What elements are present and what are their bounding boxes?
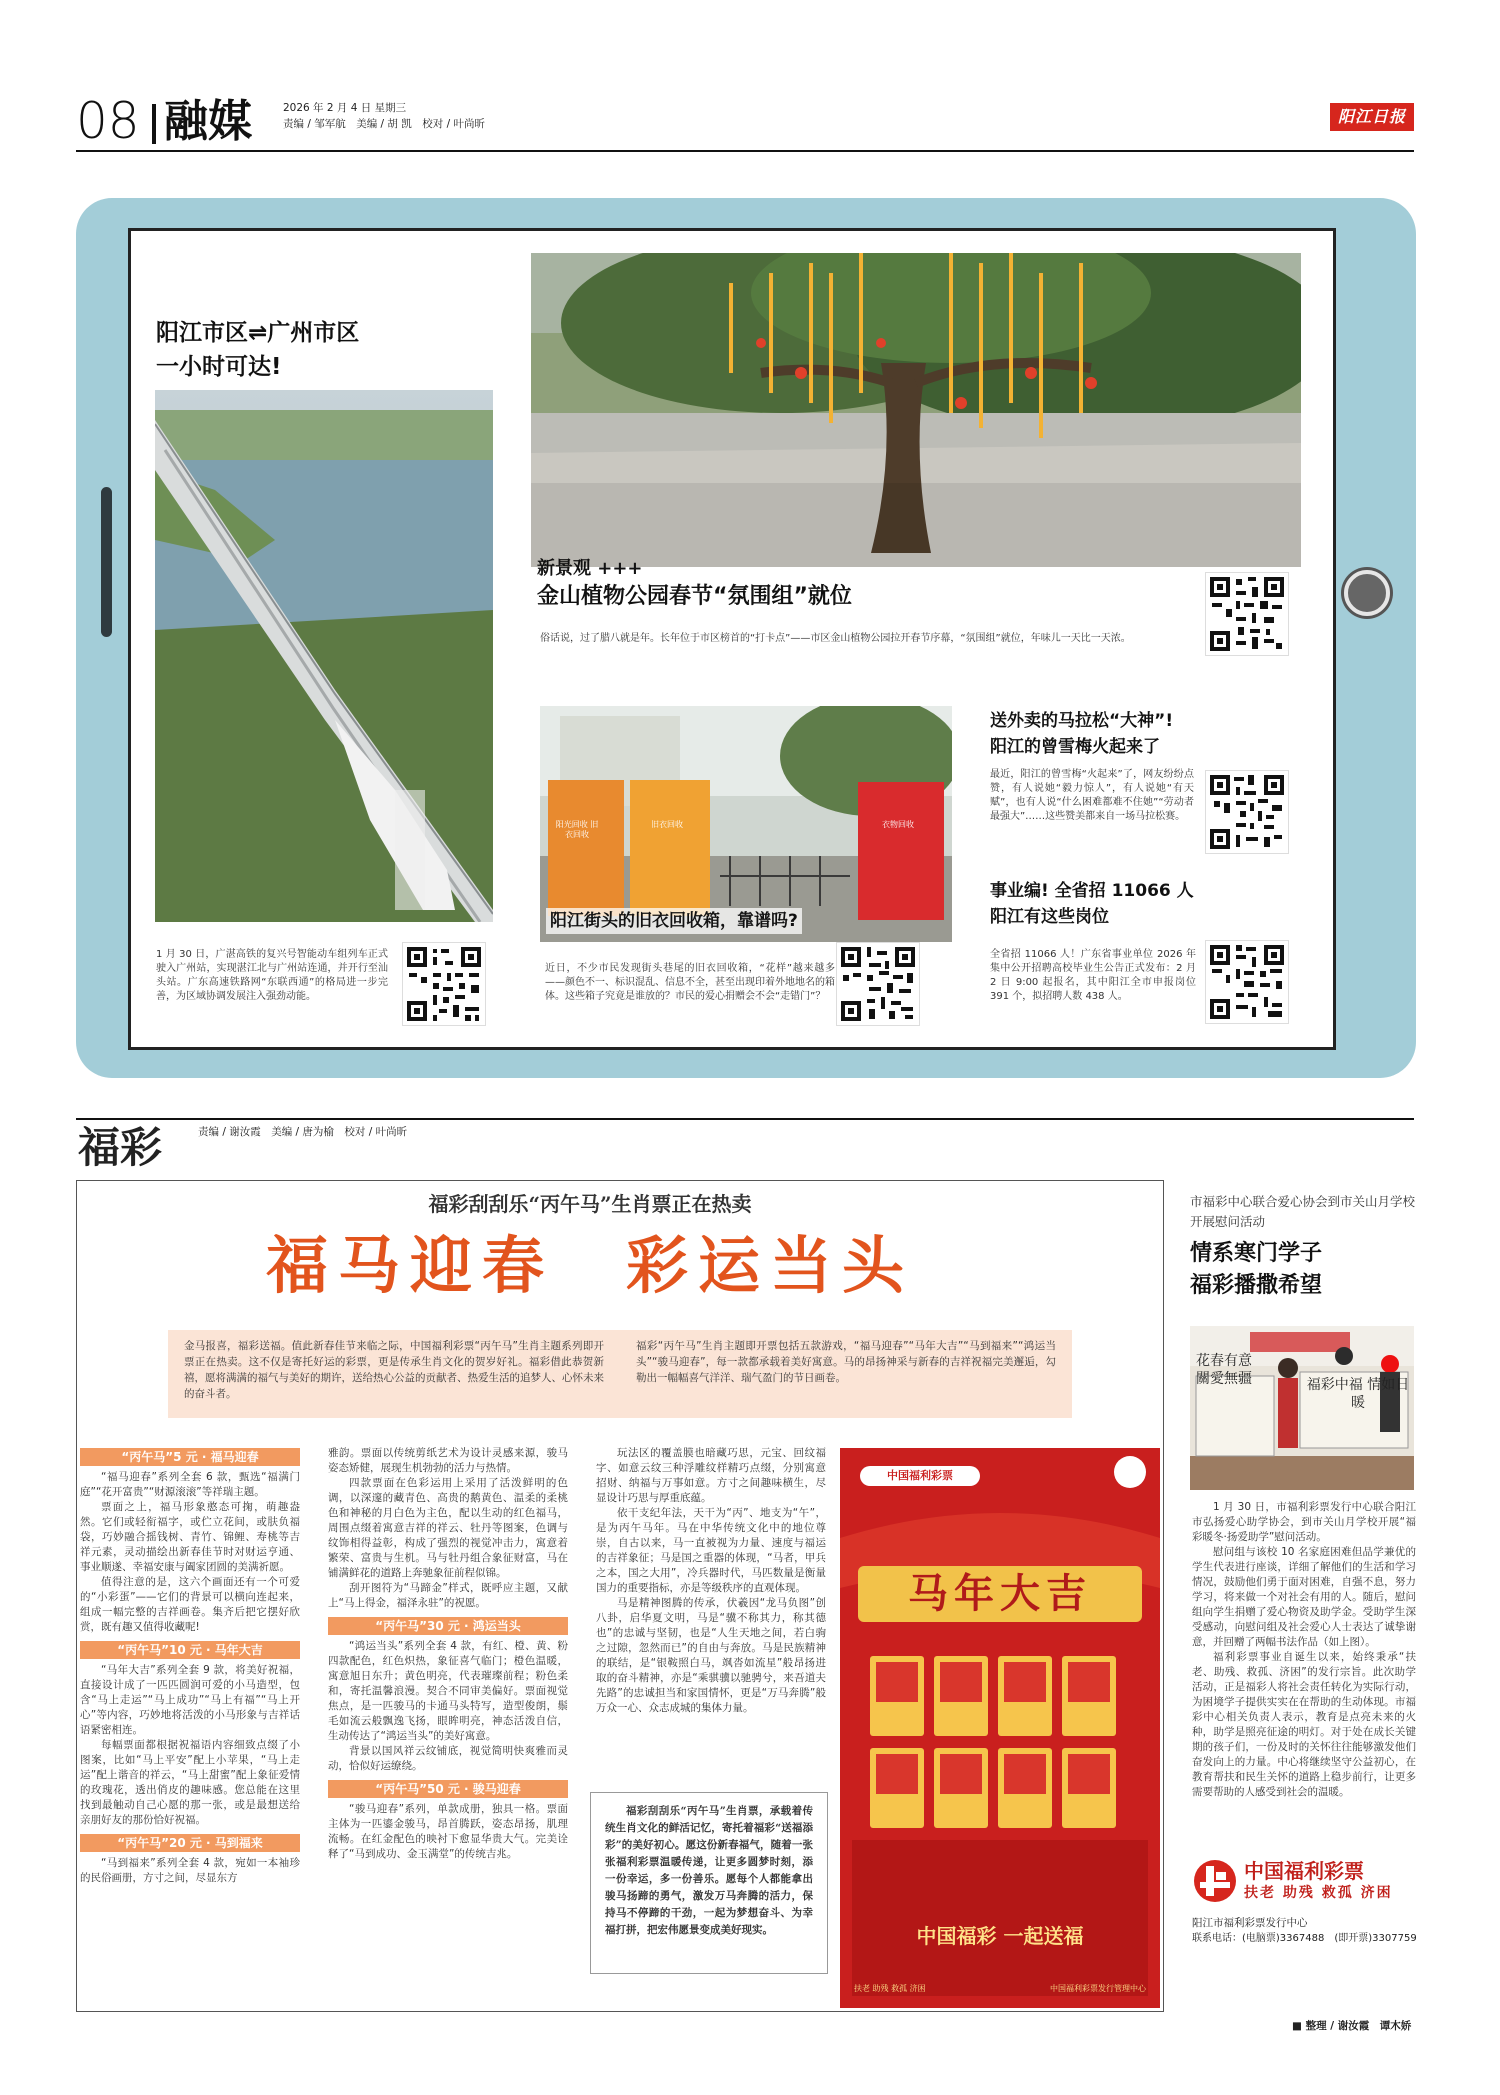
- welfare-para-1: 1 月 30 日，市福利彩票发行中心联合阳江市弘扬爱心助学协会，到市关山月学校开展“福彩暖冬·扬爱助学”慰问活动。: [1192, 1501, 1416, 1543]
- lottery-intro: [168, 1330, 1072, 1418]
- rail-title-line2: 一小时可达!: [156, 354, 282, 380]
- lottery-subtitle: 福彩刮刮乐“丙午马”生肖票正在热卖: [428, 1192, 752, 1216]
- welfare-title-line2: 福彩播撒希望: [1190, 1273, 1323, 1298]
- welfare-title[interactable]: [1190, 1238, 1416, 1302]
- tablet-camera: [1344, 570, 1390, 616]
- banner-right-text: 福彩中福 情如日暖: [1306, 1377, 1410, 1411]
- banner-left-text: 花春有意 關愛無疆: [1196, 1353, 1252, 1387]
- rail-caption: 1 月 30 日，广湛高铁的复兴号智能动车组列车正式驶入广州站，实现湛江北与广州站连通，并开行至汕头站。广东高速铁路网“东联西通”的格局进一步完善，为区域协调发展注入强劲动能。: [156, 949, 388, 1002]
- header-meta: [283, 100, 485, 132]
- compiler-note: ■ 整理 / 谢汝霞 谭木娇: [1292, 2020, 1412, 2032]
- col2-para-2: 四款票面在色彩运用上采用了活泼鲜明的色调，以深邃的藏青色、高贵的鹅黄色、温柔的柔桃色和神秘的月白色为主色，配以生动的红色福马，周围点缀着寓意吉祥的祥云、牡丹等图案，色调与纹饰相得益彰，构成了强烈的视觉冲击力，寓意着繁荣、富贵与生机。马与牡丹组合象征财富，马在铺满鲜花的道路上奔驰象征前程似锦。: [328, 1477, 568, 1579]
- poster-top-label: 中国福利彩票: [860, 1466, 980, 1486]
- welfare-title-line1: 情系寒门学子: [1190, 1241, 1323, 1266]
- bins-body: 近日，不少市民发现街头巷尾的旧衣回收箱，“花样”越来越多——颜色不一、标识混乱、信息不全，甚至出现印着外地地名的箱体。这些箱子究竟是谁放的？市民的爱心捐赠会不会“走错门”？: [545, 963, 835, 1002]
- col3-para-3: 马是精神图腾的传承，伏羲因“龙马负图”创八卦，启华夏文明，马是“骥不称其力，称其德也”的忠诚与坚韧，也是“人生天地之间，若白驹之过隙，忽然而已”的自由与奔放。马是民族精神的联结，是“银鞍照白马，飒沓如流星”般昂扬进取的奋斗精神，亦是“乘骐骥以驰骋兮，来吾道夫先路”的忠诚担当和家国情怀，更是“万马奔腾”般万众一心、众志成城的集体力量。: [596, 1597, 826, 1714]
- park-tree-lanterns-image: [531, 253, 1301, 567]
- bin-label-3: 衣物回收: [882, 820, 914, 829]
- runner-title[interactable]: [990, 708, 1173, 760]
- welfare-lottery-logo: [1192, 1858, 1418, 1946]
- bin-label-2: 旧衣回收: [651, 820, 683, 829]
- lottery-column-2: [328, 1446, 568, 1862]
- welfare-logo-slogan: 扶老 助残 救孤 济困: [1244, 1885, 1393, 1901]
- lottery-section-name: 福彩: [78, 1123, 163, 1172]
- jobs-title-line2: 阳江有这些岗位: [990, 907, 1109, 927]
- lottery-headline[interactable]: 福马迎春 彩运当头: [265, 1229, 914, 1302]
- welfare-lottery-logo-icon: [1192, 1858, 1238, 1904]
- park-title[interactable]: 金山植物公园春节“氛围组”就位: [537, 584, 852, 609]
- lottery-column-3: [596, 1446, 826, 1716]
- page-number: 08: [76, 92, 140, 150]
- rail-qr-code[interactable]: [402, 942, 486, 1026]
- jobs-title[interactable]: [990, 878, 1194, 930]
- rail-title[interactable]: [156, 316, 359, 384]
- qr-icon: [1206, 573, 1288, 655]
- col1-para-6: “马到福来”系列全套 4 款，宛如一本袖珍的民俗画册，方寸之间，尽显东方: [80, 1857, 300, 1884]
- welfare-body: [1192, 1500, 1416, 1800]
- park-photo[interactable]: [531, 253, 1301, 567]
- header-editors: 责编 / 邹军航 美编 / 胡 凯 校对 / 叶尚昕: [283, 118, 485, 130]
- col2-para-3: 刮开图符为“马蹄金”样式，既呼应主题，又献上“马上得金，福泽永驻”的祝愿。: [328, 1582, 568, 1609]
- poster-footer-right: 中国福利彩票发行管理中心: [1050, 1984, 1146, 1993]
- col1-para-4: “马年大吉”系列全套 9 款，将美好祝福，直接设计成了一匹匹圆润可爱的小马造型，包含“马上走运”“马上成功”“马上有福”“马上开心”等内容，巧妙地将活泼的小马形象与吉祥话语紧密相连。: [80, 1664, 300, 1736]
- bins-title[interactable]: 阳江街头的旧衣回收箱，靠谱吗?: [546, 908, 802, 934]
- park-body: 俗话说，过了腊八就是年。长年位于市区榜首的“打卡点”——市区金山植物公园拉开春节序幕，“氛围组”就位，年味儿一天比一天浓。: [540, 633, 1131, 644]
- ticket-tag-50-yuan: “丙午马”50 元 · 骏马迎春: [328, 1780, 568, 1798]
- park-qr-code[interactable]: [1205, 572, 1289, 656]
- header-rule: [76, 150, 1414, 152]
- qr-icon: [1206, 941, 1288, 1023]
- bins-qr-code[interactable]: [836, 942, 920, 1026]
- qr-icon: [837, 943, 919, 1025]
- park-kicker: 新景观 +++: [537, 558, 643, 579]
- col1-para-3: 值得注意的是，这六个画面还有一个可爱的“小彩蛋”——它们的背景可以横向连起来，组成一幅完整的吉祥画卷。集齐后把它摆好欣赏，既有趣又值得收藏呢!: [80, 1576, 300, 1633]
- col3-para-1: 玩法区的覆盖膜也暗藏巧思，元宝、回纹福字、如意云纹三种浮雕纹样精巧点缀，分别寓意招财、纳福与万事如意。方寸之间趣味横生，尽显设计巧思与厚重底蕴。: [596, 1447, 826, 1504]
- welfare-kicker: 市福彩中心联合爱心协会到市关山月学校开展慰问活动: [1190, 1194, 1416, 1229]
- welfare-logo-text: 中国福利彩票: [1244, 1859, 1364, 1883]
- runner-body: 最近，阳江的曾雪梅“火起来”了，网友纷纷点赞，有人说她“毅力惊人”，有人说她“有天赋”，也有人说“什么困难都难不住她”“劳动者最强大”……这些赞美都来自一场马拉松赛。: [990, 769, 1194, 822]
- runner-title-line2: 阳江的曾雪梅火起来了: [990, 737, 1160, 757]
- lottery-quote: 福彩刮刮乐“丙午马”生肖票，承载着传统生肖文化的鲜活记忆，寄托着福彩“送福添彩”的美好初心。愿这份新春福气，随着一张张福利彩票温暖传递，让更多圆梦时刻，添一份幸运，多一份善乐。愿每个人都能拿出骏马扬蹄的勇气，激发万马奔腾的活力，保持马不停蹄的干劲，一起为梦想奋斗、为幸福打拼，把宏伟愿景变成美好现实。: [605, 1805, 813, 1936]
- intro-left: 金马报喜，福彩送福。值此新春佳节来临之际，中国福利彩票“丙午马”生肖主题系列即开票正在热卖。这不仅是寄托好运的彩票，更是传承生肖文化的贺岁好礼。福彩借此恭贺新禧，愿将满满的福气与美好的期许，送给热心公益的贡献者、热爱生活的追梦人、心怀未来的奋斗者。: [184, 1340, 604, 1400]
- qr-icon: [1206, 771, 1288, 853]
- ticket-tag-10-yuan: “丙午马”10 元 · 马年大吉: [80, 1641, 300, 1659]
- poster-footer-left: 扶老 助残 救孤 济困: [854, 1984, 926, 1993]
- jobs-title-line1: 事业编! 全省招 11066 人: [990, 881, 1194, 901]
- ticket-tag-20-yuan: “丙午马”20 元 · 马到福来: [80, 1834, 300, 1852]
- col2-para-1: 雅韵。票面以传统剪纸艺术为设计灵感来源，骏马姿态矫健，展现生机勃勃的活力与热情。: [328, 1447, 568, 1474]
- welfare-story: [1190, 1192, 1416, 1302]
- ticket-tag-30-yuan: “丙午马”30 元 · 鸿运当头: [328, 1617, 568, 1635]
- rail-photo[interactable]: [155, 390, 493, 922]
- section-name: 融媒: [164, 96, 252, 147]
- contact-phone[interactable]: 联系电话：(电脑票)3367488 (即开票)3307759: [1192, 1933, 1417, 1944]
- issue-date: 2026 年 2 月 4 日 星期三: [283, 102, 407, 114]
- col2-para-6: “骏马迎春”系列，单款成册，独具一格。票面主体为一匹鎏金骏马，昂首腾跃，姿态昂扬，肌理流畅。在红金配色的映衬下愈显华贵大气。完美诠释了“马到成功、金玉满堂”的传统吉兆。: [328, 1803, 568, 1860]
- ticket-tag-5-yuan: “丙午马”5 元 · 福马迎春: [80, 1448, 300, 1466]
- col1-para-2: 票面之上，福马形象憨态可掬，萌趣盎然。它们或轻衔福字，或伫立花间，或肤负福袋，巧妙融合摇钱树、青竹、锦鲤、寿桃等吉祥元素，灵动描绘出新春佳节时对财运亨通、事业顺遂、幸福安康与阖家团圆的美满祈愿。: [80, 1501, 300, 1573]
- col2-para-4: “鸿运当头”系列全套 4 款，有红、橙、黄、粉四款配色，红色炽热，象征喜气临门；橙色温暖，寓意旭日东升；黄色明亮，代表璀璨前程；粉色柔和，寄托温馨浪漫。契合不同审美偏好。票面视觉焦点，是一匹骏马的卡通马头特写，造型俊朗，鬃毛如流云般飘逸飞扬，眼眸明亮，神态活泼自信，生动传达了“鸿运当头”的美好寓意。: [328, 1640, 568, 1742]
- welfare-para-3: 福利彩票事业自诞生以来，始终秉承“扶老、助残、救孤、济困”的发行宗旨。此次助学活动，正是福彩人将社会责任转化为实际行动，为困境学子提供实实在在帮助的生动体现。市福彩中心相关负责人表示，教育是点亮未来的火种，助学是照亮征途的明灯。对于处在成长关键期的孩子们，一份及时的关怀往往能够激发他们奋发向上的力量。中心将继续坚守公益初心，在教育帮扶和民生关怀的道路上稳步前行，让更多需要帮助的人感受到社会的温暖。: [1192, 1651, 1416, 1798]
- qr-icon: [403, 943, 485, 1025]
- lottery-editors: 责编 / 谢汝霞 美编 / 唐为榆 校对 / 叶尚昕: [198, 1126, 408, 1138]
- intro-right: 福彩“丙午马”生肖主题即开票包括五款游戏，“福马迎春”“马年大吉”“马到福来”“鸿运当头”“骏马迎春”，每一款都承载着美好寓意。马的昂扬神采与新春的吉祥祝福完美邂逅，勾勒出一幅幅喜气洋洋、瑞气盈门的节日画卷。: [636, 1340, 1056, 1384]
- runner-title-line1: 送外卖的马拉松“大神”!: [990, 711, 1174, 731]
- tablet-side-button: [101, 487, 112, 637]
- runner-qr-code[interactable]: [1205, 770, 1289, 854]
- rail-bridge-image: [155, 390, 493, 922]
- col2-para-5: 背景以国风祥云纹铺底，视觉简明快爽雅而灵动，恰似好运缭绕。: [328, 1745, 568, 1772]
- rail-title-line1: 阳江市区⇌广州市区: [156, 320, 360, 346]
- lottery-column-1: [80, 1448, 300, 1886]
- lottery-poster-ad[interactable]: [840, 1448, 1160, 2008]
- col1-para-5: 每幅票面都根据祝福语内容细致点缀了小图案，比如“马上平安”配上小苹果，“马上走运”配上谐音的祥云，“马上甜蜜”配上象征爱情的玫瑰花，透出俏皮的趣味感。您总能在这里找到最触动自己心愿的那一张，或是最想送给亲朋好友的那份恰好祝福。: [80, 1739, 300, 1826]
- issuing-center: 阳江市福利彩票发行中心: [1192, 1917, 1308, 1929]
- lottery-quote-box: [590, 1792, 828, 1974]
- jobs-qr-code[interactable]: [1205, 940, 1289, 1024]
- newspaper-logo: 阳江日报: [1330, 103, 1414, 131]
- poster-slogan: 中国福彩 一起送福: [916, 1924, 1084, 1948]
- jobs-body: 全省招 11066 人！广东省事业单位 2026 年集中公开招聘高校毕业生公告正式发布：2 月 2 日 9:00 起报名，其中阳江全市申报岗位 391 个，拟招聘人数 438 人。: [990, 949, 1196, 1002]
- bin-label-1: 阳光回收 旧衣回收: [555, 820, 599, 839]
- col1-para-1: “福马迎春”系列全套 6 款，甄选“福满门庭”“花开富贵”“财源滚滚”等祥瑞主题。: [80, 1471, 300, 1498]
- header-divider: [152, 104, 156, 144]
- lottery-section-rule: [76, 1118, 1414, 1120]
- col3-para-2: 依干支纪年法，天干为“丙”、地支为“午”，是为丙午马年。马在中华传统文化中的地位尊崇，自古以来，马一直被视为力量、速度与福运的吉祥象征；马是国之重器的体现，“马者，甲兵之本，国之大用”，冷兵器时代，马匹数量是衡量国力的重要指标，亦是等级秩序的直观体现。: [596, 1507, 826, 1594]
- poster-headline: 马年大吉: [908, 1571, 1092, 1617]
- welfare-para-2: 慰问组与该校 10 名家庭困难但品学兼优的学生代表进行座谈，详细了解他们的生活和学习情况，鼓励他们勇于面对困难，自强不息，努力学习，将来做一个对社会有用的人。随后，慰问组向学生捐赠了爱心物资及助学金。受助学生深受感动，向慰问组及社会爱心人士表达了诚挚谢意，并回赠了两幅书法作品（如上图）。: [1192, 1546, 1416, 1648]
